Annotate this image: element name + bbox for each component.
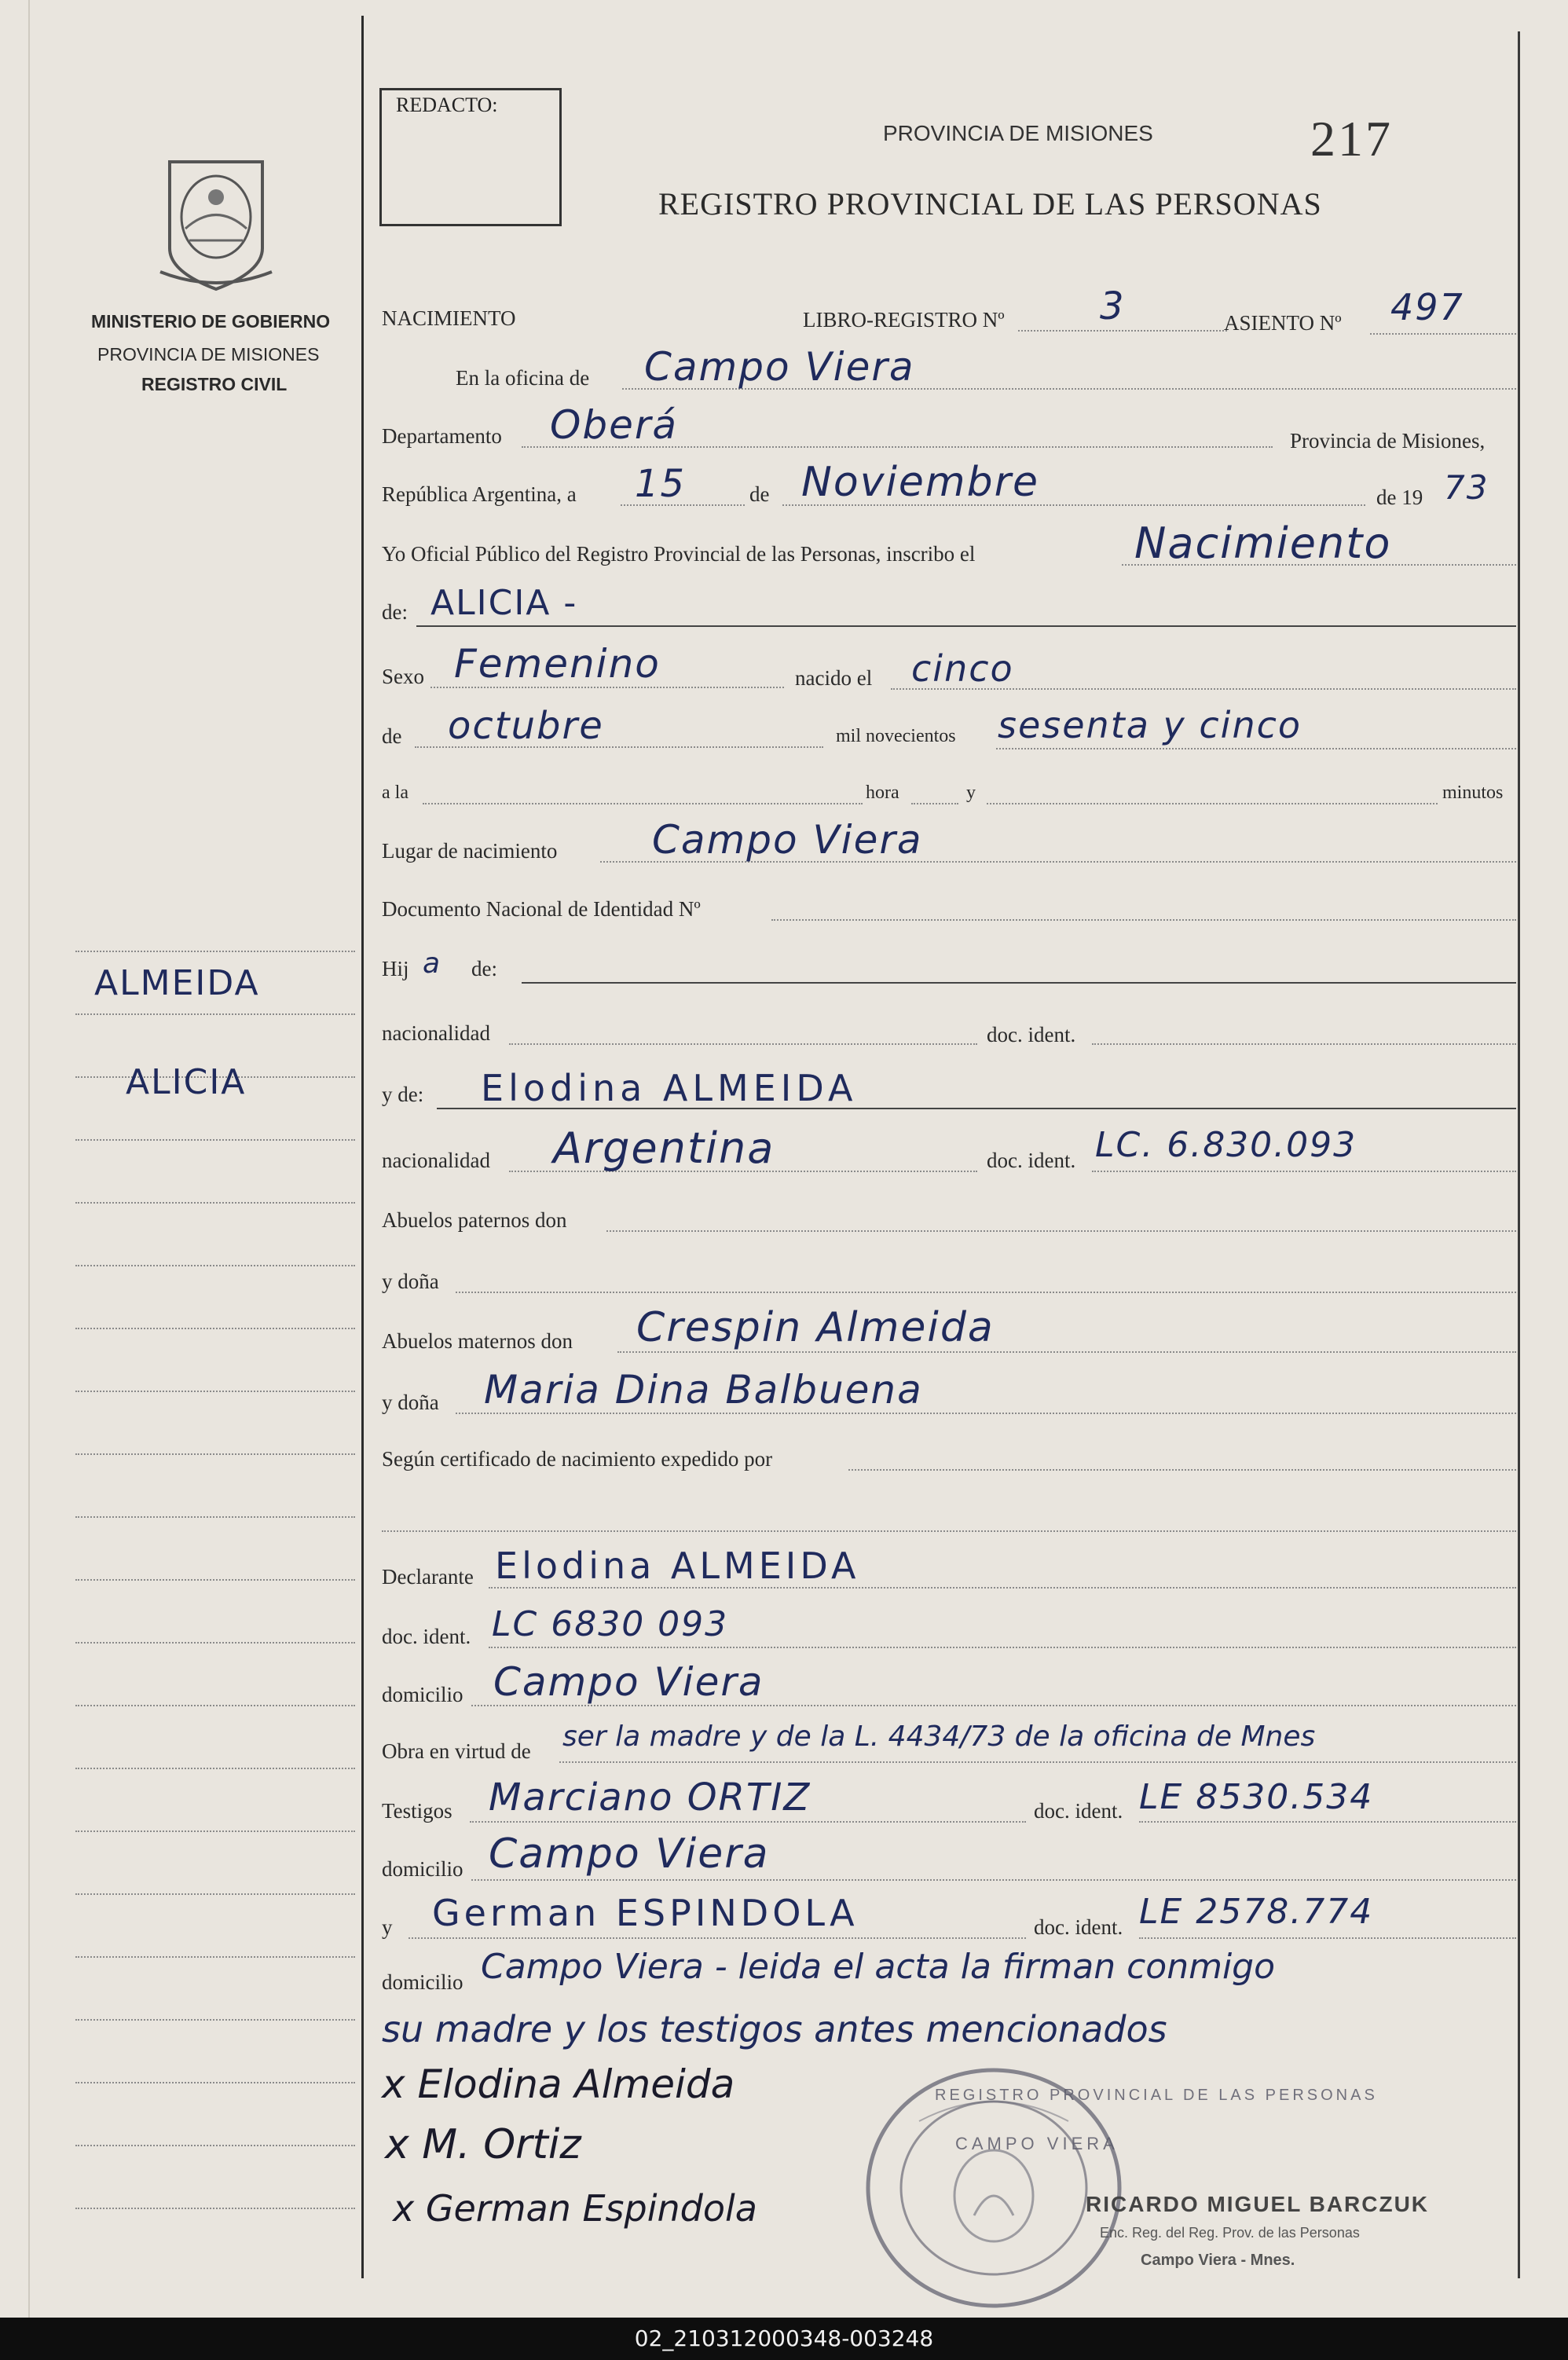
nombre-value: ALICIA - — [430, 583, 578, 623]
nacido-label: nacido el — [795, 666, 873, 690]
officer-title: Enc. Reg. del Reg. Prov. de las Personas — [1100, 2225, 1360, 2241]
docident-1-label: doc. ident. — [987, 1023, 1076, 1046]
yde-label: y de: — [382, 1083, 424, 1106]
de2-label: de — [382, 724, 402, 748]
docident-2-value: LC. 6.830.093 — [1095, 1125, 1357, 1165]
ala-label: a la — [382, 782, 408, 803]
y2-label: y — [382, 1915, 393, 1939]
mes2-value: octubre — [448, 704, 604, 748]
abuelos-maternos-value: Crespin Almeida — [636, 1304, 995, 1351]
page-number: 217 — [1310, 111, 1393, 167]
ydona-1-label: y doña — [382, 1270, 439, 1293]
nacionalidad-2-value: Argentina — [553, 1123, 775, 1173]
registro-heading: REGISTRO PROVINCIAL DE LAS PERSONAS — [658, 186, 1322, 222]
provincia-heading: PROVINCIA DE MISIONES — [883, 121, 1153, 145]
asiento-label: ASIENTO Nº — [1224, 311, 1342, 335]
signature-testigo-1: x M. Ortiz — [385, 2121, 581, 2168]
madre-value: Elodina ALMEIDA — [481, 1067, 858, 1109]
docident-4-label: doc. ident. — [1034, 1799, 1123, 1823]
signature-declarante: x Elodina Almeida — [382, 2061, 735, 2107]
mil-label: mil novecientos — [836, 726, 956, 746]
oficial-value: Nacimiento — [1134, 519, 1392, 568]
right-rule — [1518, 31, 1520, 2278]
ministry-line-2: PROVINCIA DE MISIONES — [97, 344, 320, 365]
domicilio-1-value: Campo Viera — [493, 1659, 764, 1705]
redacto-label: REDACTO: — [393, 93, 501, 117]
ydona-2-label: y doña — [382, 1391, 439, 1414]
libro-label: LIBRO-REGISTRO Nº — [803, 308, 1005, 332]
oficina-label: En la oficina de — [456, 366, 590, 390]
abuelos-paternos-label: Abuelos paternos don — [382, 1208, 567, 1232]
lugar-label: Lugar de nacimiento — [382, 839, 558, 863]
hij-label: Hij — [382, 957, 409, 980]
ydona-2-value: Maria Dina Balbuena — [484, 1367, 923, 1413]
obra-value: ser la madre y de la L. 4434/73 de la oficina de Mnes — [562, 1721, 1316, 1753]
sexo-value: Femenino — [454, 641, 661, 687]
asiento-value: 497 — [1390, 286, 1464, 328]
de-nombre-label: de: — [382, 600, 408, 624]
hij-value: a — [423, 947, 442, 980]
docident-3-label: doc. ident. — [382, 1625, 471, 1648]
officer-location: Campo Viera - Mnes. — [1141, 2252, 1295, 2269]
ministry-line-3: REGISTRO CIVIL — [141, 374, 288, 394]
nacido-value: cinco — [911, 647, 1014, 690]
obra-label: Obra en virtud de — [382, 1739, 531, 1763]
continuation-text: su madre y los testigos antes mencionados — [382, 2008, 1167, 2050]
margin-rule — [361, 16, 364, 2278]
dni-label: Documento Nacional de Identidad Nº — [382, 897, 701, 921]
testigo-1-value: Marciano ORTIZ — [489, 1775, 811, 1819]
lugar-value: Campo Viera — [652, 817, 923, 863]
domicilio-2-value: Campo Viera — [489, 1830, 770, 1878]
seal-center-text: CAMPO VIERA — [955, 2134, 1119, 2153]
hora-label: hora — [866, 782, 899, 803]
coat-of-arms-emblem — [154, 154, 278, 295]
declarante-label: Declarante — [382, 1565, 474, 1589]
hij-de-label: de: — [471, 957, 497, 980]
docident-5-value: LE 2578.774 — [1139, 1892, 1374, 1932]
domicilio-1-label: domicilio — [382, 1683, 463, 1706]
libro-value: 3 — [1100, 284, 1126, 328]
margin-name: ALICIA — [126, 1062, 247, 1102]
de-label: de — [749, 482, 770, 506]
abuelos-maternos-label: Abuelos maternos don — [382, 1329, 573, 1353]
y-label: y — [966, 782, 976, 803]
mes-value: Noviembre — [801, 459, 1039, 506]
page-fold — [28, 0, 30, 2318]
sexo-label: Sexo — [382, 665, 424, 688]
docident-4-value: LE 8530.534 — [1139, 1777, 1374, 1817]
image-id-footer: 02_210312000348-003248 — [0, 2318, 1568, 2360]
mil-value: sesenta y cinco — [998, 704, 1302, 746]
nacionalidad-2-label: nacionalidad — [382, 1149, 490, 1172]
segun-label: Según certificado de nacimiento expedido por — [382, 1447, 773, 1471]
oficina-value: Campo Viera — [644, 344, 915, 390]
testigo-2-value: German ESPINDOLA — [432, 1892, 859, 1934]
anio-label: de 19 — [1376, 486, 1423, 509]
domicilio-3-value: Campo Viera - leida el acta la firman conmigo — [481, 1947, 1276, 1987]
docident-3-value: LC 6830 093 — [492, 1604, 729, 1644]
ministry-line-1: MINISTERIO DE GOBIERNO — [91, 311, 331, 332]
dia-value: 15 — [635, 462, 687, 506]
declarante-value: Elodina ALMEIDA — [495, 1545, 860, 1587]
seal-ring-text: REGISTRO PROVINCIAL DE LAS PERSONAS — [935, 2087, 1378, 2104]
nacimiento-label: NACIMIENTO — [382, 306, 516, 330]
docident-2-label: doc. ident. — [987, 1149, 1076, 1172]
provincia-label: Provincia de Misiones, — [1290, 429, 1486, 453]
oficial-text: Yo Oficial Público del Registro Provincial de las Personas, inscribo el — [382, 542, 976, 566]
docident-5-label: doc. ident. — [1034, 1915, 1123, 1939]
margin-surname: ALMEIDA — [94, 963, 260, 1003]
domicilio-3-label: domicilio — [382, 1970, 463, 1994]
testigos-label: Testigos — [382, 1799, 452, 1823]
officer-name: RICARDO MIGUEL BARCZUK — [1086, 2192, 1430, 2216]
redacto-box — [379, 88, 562, 226]
departamento-value: Oberá — [550, 402, 679, 448]
domicilio-2-label: domicilio — [382, 1857, 463, 1881]
nacionalidad-1-label: nacionalidad — [382, 1021, 490, 1045]
departamento-label: Departamento — [382, 424, 502, 448]
signature-testigo-2: x German Espindola — [393, 2187, 757, 2230]
anio-value: 73 — [1444, 468, 1489, 507]
minutos-label: minutos — [1442, 782, 1504, 803]
republica-label: República Argentina, a — [382, 482, 577, 506]
